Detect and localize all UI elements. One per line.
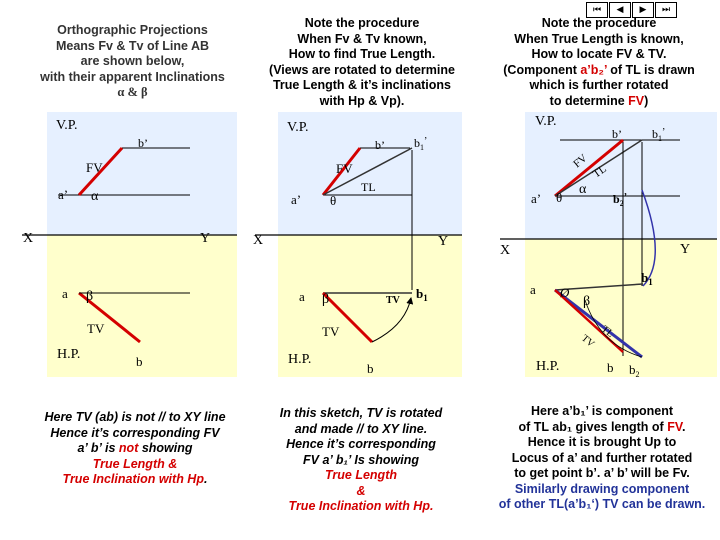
col3-footer-line4: Locus of a’ and further rotated bbox=[511, 450, 693, 465]
previous-slide-icon[interactable]: ◀ bbox=[609, 2, 631, 18]
col3-header-line4-b: a’b₂’ bbox=[580, 62, 607, 77]
diagram2-y-label: Y bbox=[438, 234, 449, 249]
diagram1-beta: β bbox=[86, 289, 94, 304]
col1-footer-line5-b: . bbox=[203, 472, 208, 486]
diagram2-vp-label: V.P. bbox=[287, 120, 309, 135]
col3-footer-line2-c: . bbox=[682, 419, 686, 434]
diagram1-tv-label: TV bbox=[87, 321, 105, 336]
col2-footer-line3: Hence it’s corresponding bbox=[286, 437, 436, 451]
col1-footer-line5 bbox=[20, 472, 250, 488]
diagram3-b-dash: b’ bbox=[612, 127, 622, 141]
diagram3-tl-label: TL bbox=[590, 162, 609, 181]
col3-footer-line3: Hence it is brought Up to bbox=[527, 435, 677, 449]
diagram2-b: b bbox=[367, 361, 374, 376]
col1-footer-line3-a: a’ b’ is bbox=[77, 441, 119, 455]
col3-footer-line5: to get point b’. a’ b’ will be Fv. bbox=[514, 466, 690, 480]
diagram3-theta: θ bbox=[556, 190, 563, 205]
col2-header-line4: (Views are rotated to determine bbox=[269, 62, 455, 77]
diagram3-tv-label: TV bbox=[579, 332, 597, 350]
diagram1-hp-label: H.P. bbox=[57, 347, 81, 362]
last-slide-icon[interactable]: ⏭ bbox=[655, 2, 677, 18]
diagram2-theta: θ bbox=[330, 193, 337, 208]
diagram3-y-label: Y bbox=[680, 242, 691, 257]
col2-footer-line4: FV a’ b₁’ Is showing bbox=[303, 452, 419, 467]
diagram2-b1-dash: $b_1^’$ bbox=[414, 136, 428, 152]
col3-header-line2: When True Length is known, bbox=[514, 31, 684, 46]
col1-footer-line1: Here TV (ab) is not // to XY line bbox=[44, 410, 226, 424]
col3-header-line6-a: to determine bbox=[549, 93, 629, 108]
col2-header-line2: When Fv & Tv known, bbox=[297, 31, 427, 46]
diagram3-beta: β bbox=[583, 294, 591, 309]
col1-footer-line2: Hence it’s corresponding FV bbox=[50, 425, 220, 440]
diagram1-fv-label: FV bbox=[86, 160, 103, 175]
diagram3-x-label: X bbox=[500, 243, 511, 258]
col1-footer-line5-a: True Inclination with Hp bbox=[62, 472, 204, 486]
diagram3-hp-label: H.P. bbox=[536, 359, 560, 374]
diagram3-phi: Ø bbox=[560, 285, 570, 300]
col3-footer-line1: Here a’b₁’ is component bbox=[530, 404, 673, 418]
col1-footer-line3-c: showing bbox=[138, 441, 193, 455]
diagram1-a: a bbox=[62, 286, 68, 301]
col2-header-line1: Note the procedure bbox=[304, 16, 420, 30]
col1-header-line1: Orthographic Projections bbox=[57, 23, 208, 37]
col3-footer-line2-a: of TL ab₁ gives length of bbox=[518, 419, 668, 434]
col2-header-line5: True Length & it’s inclinations bbox=[272, 78, 452, 92]
col3-header-line6-c: ) bbox=[644, 93, 649, 108]
diagram1-y-label: Y bbox=[200, 231, 211, 246]
diagram2-b1: $b_1$ bbox=[416, 286, 428, 303]
col1-footer bbox=[20, 410, 250, 488]
first-slide-icon[interactable]: ⏮ bbox=[586, 2, 608, 18]
col1-footer-line3-b: not bbox=[118, 441, 139, 455]
diagram2-beta: β bbox=[322, 292, 330, 307]
col2-footer-line2: and made // to XY line. bbox=[294, 421, 428, 436]
col2-footer-line6: & bbox=[356, 483, 366, 498]
diagram1-x-label: X bbox=[23, 231, 34, 246]
diagram2-tl-label: TL bbox=[361, 180, 376, 194]
diagram3-b: b bbox=[607, 360, 614, 375]
col2-header-line6: with Hp & Vp). bbox=[319, 93, 405, 108]
diagram2-tv-label: TV bbox=[322, 324, 340, 339]
next-slide-icon[interactable]: ▶ bbox=[632, 2, 654, 18]
col3-header-line4-c: of TL is drawn bbox=[606, 62, 695, 77]
col3-header-line4-a: (Component bbox=[503, 62, 581, 77]
col2-footer-line5: True Length bbox=[325, 468, 397, 482]
col2-header-line3: How to find True Length. bbox=[288, 47, 436, 61]
col3-header-line1: Note the procedure bbox=[541, 16, 657, 30]
diagram3-b2: $b_2$ bbox=[629, 362, 640, 379]
col1-footer-line3 bbox=[20, 441, 250, 457]
diagram2-hp-label: H.P. bbox=[288, 352, 312, 367]
diagram1 bbox=[22, 112, 237, 377]
col1-header-line2: Means Fv & Tv of Line AB bbox=[55, 38, 210, 53]
col3-footer-line6: Similarly drawing component bbox=[514, 481, 690, 496]
col3-footer-line7: of other TL(a’b₁‘) TV can be drawn. bbox=[498, 497, 706, 511]
diagram2 bbox=[253, 112, 462, 377]
diagram1-a-dash: a’ bbox=[58, 187, 69, 202]
diagram3-tl-low-label: TL bbox=[599, 323, 616, 340]
diagram3-vp-label: V.P. bbox=[535, 114, 557, 129]
diagram2-fv-label: FV bbox=[336, 161, 353, 176]
diagram3-hp-region bbox=[525, 239, 717, 377]
diagram3-a: a bbox=[530, 282, 536, 297]
col3-footer-line2 bbox=[488, 420, 716, 436]
col1-header-line3: are shown below, bbox=[80, 54, 185, 68]
diagram2-tv-small: TV bbox=[386, 295, 400, 306]
diagram3-b1: $b_1$ bbox=[641, 270, 653, 287]
col3-header-line3: How to locate FV & TV. bbox=[531, 47, 667, 61]
diagram3-fv-label: FV bbox=[571, 152, 590, 171]
diagram1-b-dash: b’ bbox=[138, 136, 148, 150]
col2-footer bbox=[252, 406, 470, 515]
diagram2-a: a bbox=[299, 289, 305, 304]
col1-header-line5: α & β bbox=[117, 85, 148, 99]
col3-footer bbox=[488, 404, 716, 513]
col3-header-line5: which is further rotated bbox=[529, 78, 669, 92]
diagram2-a-dash: a’ bbox=[291, 192, 302, 207]
col2-footer-line7: True Inclination with Hp. bbox=[288, 499, 434, 513]
col1-footer-line4: True Length & bbox=[92, 456, 178, 471]
diagram1-vp-label: V.P. bbox=[56, 118, 78, 133]
diagram3-alpha: α bbox=[579, 182, 587, 197]
diagram1-alpha: α bbox=[91, 189, 99, 204]
diagram3-b2-dash: $b_2^’$ bbox=[613, 192, 628, 208]
diagram3 bbox=[500, 112, 717, 379]
col1-header-line4: with their apparent Inclinations bbox=[40, 69, 225, 84]
col3-footer-line2-b: FV bbox=[667, 419, 683, 434]
diagram3-b1-dash: $b_1^’$ bbox=[652, 127, 666, 143]
col3-header-line6-b: FV bbox=[628, 93, 645, 108]
diagram2-x-label: X bbox=[253, 233, 264, 248]
diagram3-a-dash: a’ bbox=[531, 191, 542, 206]
col2-footer-line1: In this sketch, TV is rotated bbox=[279, 406, 443, 420]
diagram1-b: b bbox=[136, 354, 143, 369]
diagram2-b-dash: b’ bbox=[375, 138, 385, 152]
